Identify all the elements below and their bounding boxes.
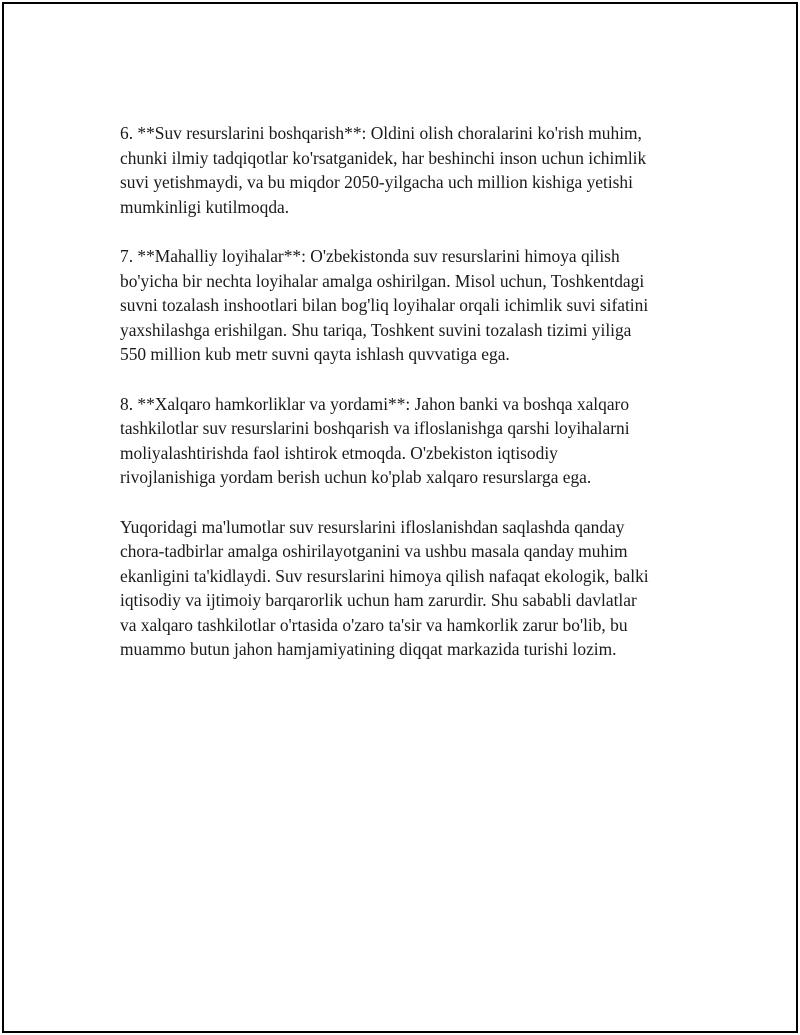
paragraph-international-cooperation xyxy=(120,392,690,490)
text-line: muammo butun jahon hamjamiyatining diqqat markazida turishi lozim. xyxy=(120,639,617,660)
paragraph-water-management xyxy=(120,121,690,219)
paragraph-conclusion xyxy=(120,515,690,663)
text-line: mumkinligi kutilmoqda. xyxy=(120,196,290,217)
text-line: yaxshilashga erishilgan. Shu tariqa, Toshkent suvini tozalash tizimi yiliga xyxy=(120,319,632,340)
text-line: 7. **Mahalliy loyihalar**: O'zbekistonda suv resurslarini himoya qilish xyxy=(120,245,620,266)
text-line: rivojlanishiga yordam berish uchun ko'plab xalqaro resurslarga ega. xyxy=(120,467,592,488)
text-line: chunki ilmiy tadqiqotlar ko'rsatganidek, har beshinchi inson uchun ichimlik xyxy=(120,147,647,168)
text-line: 8. **Xalqaro hamkorliklar va yordami**: Jahon banki va boshqa xalqaro xyxy=(120,393,630,414)
text-line: va xalqaro tashkilotlar o'rtasida o'zaro ta'sir va hamkorlik zarur bo'lib, bu xyxy=(120,614,628,635)
text-line: 550 million kub metr suvni qayta ishlash quvvatiga ega. xyxy=(120,344,510,365)
text-line: moliyalashtirishda faol ishtirok etmoqda. O'zbekiston iqtisodiy xyxy=(120,442,558,463)
document-body xyxy=(120,121,690,687)
text-line: tashkilotlar suv resurslarini boshqarish va ifloslanishga qarshi loyihalarni xyxy=(120,418,630,439)
text-line: chora-tadbirlar amalga oshirilayotganini va ushbu masala qanday muhim xyxy=(120,541,628,562)
text-line: ekanligini ta'kidlaydi. Suv resurslarini himoya qilish nafaqat ekologik, balki xyxy=(120,565,649,586)
text-line: suvi yetishmaydi, va bu miqdor 2050-yilgacha uch million kishiga yetishi xyxy=(120,172,633,193)
text-line: iqtisodiy va ijtimoiy barqarorlik uchun ham zarurdir. Shu sababli davlatlar xyxy=(120,590,637,611)
text-line: bo'yicha bir nechta loyihalar amalga oshirilgan. Misol uchun, Toshkentdagi xyxy=(120,270,645,291)
text-line: 6. **Suv resurslarini boshqarish**: Oldini olish choralarini ko'rish muhim, xyxy=(120,123,642,143)
document-page xyxy=(2,2,798,1033)
paragraph-local-projects xyxy=(120,244,690,367)
text-line: suvni tozalash inshootlari bilan bog'liq loyihalar orqali ichimlik suvi sifatini xyxy=(120,295,649,316)
text-line: Yuqoridagi ma'lumotlar suv resurslarini ifloslanishdan saqlashda qanday xyxy=(120,516,625,537)
